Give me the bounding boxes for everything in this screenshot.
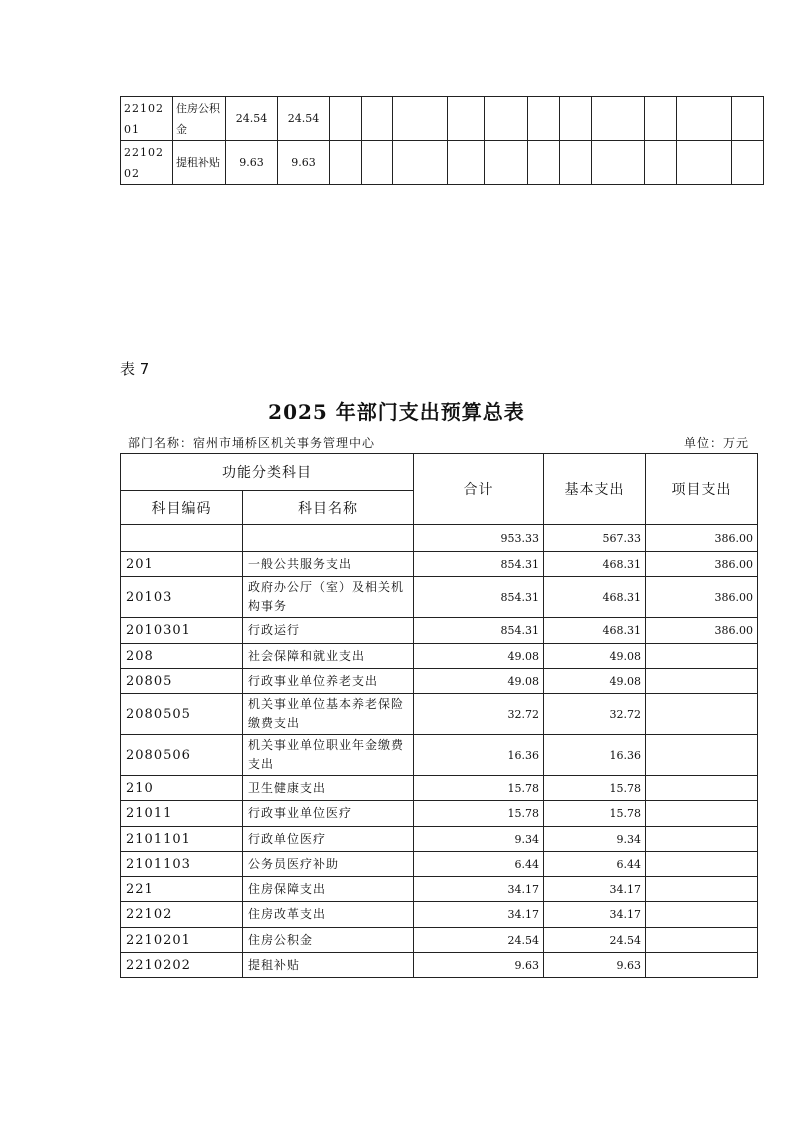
row-name: 行政单位医疗 (243, 827, 414, 852)
row-code: 2080506 (121, 735, 243, 776)
row-total: 9.63 (226, 141, 278, 185)
empty-cell (560, 97, 592, 141)
table-row (121, 525, 758, 552)
row-project (646, 735, 758, 776)
row-total: 854.31 (414, 552, 544, 577)
empty-cell (448, 97, 485, 141)
row-total: 49.08 (414, 669, 544, 694)
row-total: 32.72 (414, 694, 544, 735)
row-basic: 24.54 (278, 97, 330, 141)
table-row (121, 552, 758, 577)
row-name: 行政事业单位医疗 (243, 801, 414, 827)
table-row (121, 577, 758, 618)
row-project: 386.00 (646, 552, 758, 577)
empty-cell (528, 97, 560, 141)
empty-cell (592, 97, 645, 141)
continuation-table (120, 96, 764, 185)
row-basic: 15.78 (544, 801, 646, 827)
row-basic: 9.63 (278, 141, 330, 185)
row-project (646, 902, 758, 928)
row-name: 住房保障支出 (243, 877, 414, 902)
expenditure-budget-table (120, 453, 758, 978)
empty-cell (485, 141, 528, 185)
table-row (121, 97, 764, 141)
row-total: 34.17 (414, 877, 544, 902)
row-code (121, 525, 243, 552)
row-name: 公务员医疗补助 (243, 852, 414, 877)
empty-cell (330, 97, 362, 141)
row-code: 2010301 (121, 618, 243, 644)
empty-cell (485, 97, 528, 141)
row-basic: 16.36 (544, 735, 646, 776)
empty-cell (677, 141, 732, 185)
header-total: 合计 (414, 454, 544, 525)
empty-cell (393, 97, 448, 141)
row-name: 提租补贴 (243, 953, 414, 978)
row-project: 386.00 (646, 525, 758, 552)
row-project: 386.00 (646, 577, 758, 618)
row-name: 住房公积金 (243, 928, 414, 953)
row-code: 2210202 (121, 953, 243, 978)
row-total: 854.31 (414, 577, 544, 618)
empty-cell (362, 97, 393, 141)
table-row (121, 776, 758, 801)
row-code: 2101101 (121, 827, 243, 852)
empty-cell (645, 97, 677, 141)
header-project: 项目支出 (646, 454, 758, 525)
empty-cell (677, 97, 732, 141)
empty-cell (732, 141, 764, 185)
row-total: 6.44 (414, 852, 544, 877)
row-total: 49.08 (414, 644, 544, 669)
empty-cell (560, 141, 592, 185)
row-project (646, 644, 758, 669)
row-code: 2210201 (121, 97, 173, 141)
row-name: 提租补贴 (173, 141, 226, 185)
empty-cell (362, 141, 393, 185)
row-project (646, 669, 758, 694)
row-name (243, 525, 414, 552)
row-basic: 567.33 (544, 525, 646, 552)
row-project (646, 694, 758, 735)
row-name: 住房公积金 (173, 97, 226, 141)
row-project (646, 776, 758, 801)
department-name: 部门名称：宿州市埇桥区机关事务管理中心 (128, 436, 376, 450)
table-row (121, 141, 764, 185)
table-row (121, 827, 758, 852)
empty-cell (528, 141, 560, 185)
row-code: 221 (121, 877, 243, 902)
table-row (121, 669, 758, 694)
row-name: 卫生健康支出 (243, 776, 414, 801)
row-name: 一般公共服务支出 (243, 552, 414, 577)
row-project (646, 953, 758, 978)
table-row (121, 735, 758, 776)
row-project (646, 852, 758, 877)
row-project (646, 801, 758, 827)
table-row (121, 801, 758, 827)
table-row (121, 953, 758, 978)
row-basic: 32.72 (544, 694, 646, 735)
header-basic: 基本支出 (544, 454, 646, 525)
row-total: 15.78 (414, 776, 544, 801)
row-code: 2080505 (121, 694, 243, 735)
row-name: 社会保障和就业支出 (243, 644, 414, 669)
empty-cell (645, 141, 677, 185)
row-name: 政府办公厅（室）及相关机构事务 (243, 577, 414, 618)
row-code: 2210202 (121, 141, 173, 185)
row-basic: 468.31 (544, 552, 646, 577)
row-code: 21011 (121, 801, 243, 827)
row-total: 16.36 (414, 735, 544, 776)
row-code: 20805 (121, 669, 243, 694)
row-basic: 24.54 (544, 928, 646, 953)
row-basic: 49.08 (544, 669, 646, 694)
row-project (646, 827, 758, 852)
row-total: 15.78 (414, 801, 544, 827)
row-basic: 34.17 (544, 877, 646, 902)
row-basic: 468.31 (544, 618, 646, 644)
row-basic: 9.34 (544, 827, 646, 852)
row-name: 住房改革支出 (243, 902, 414, 928)
row-total: 9.34 (414, 827, 544, 852)
row-code: 208 (121, 644, 243, 669)
row-basic: 468.31 (544, 577, 646, 618)
empty-cell (393, 141, 448, 185)
row-code: 2101103 (121, 852, 243, 877)
row-code: 201 (121, 552, 243, 577)
header-function-category: 功能分类科目 (121, 454, 414, 491)
table-row (121, 618, 758, 644)
row-basic: 9.63 (544, 953, 646, 978)
row-total: 9.63 (414, 953, 544, 978)
row-name: 机关事业单位职业年金缴费支出 (243, 735, 414, 776)
row-total: 953.33 (414, 525, 544, 552)
row-name: 行政运行 (243, 618, 414, 644)
empty-cell (448, 141, 485, 185)
empty-cell (732, 97, 764, 141)
row-total: 854.31 (414, 618, 544, 644)
unit-label: 单位：万元 (683, 436, 749, 450)
row-project (646, 877, 758, 902)
row-name: 行政事业单位养老支出 (243, 669, 414, 694)
table-row (121, 902, 758, 928)
row-project: 386.00 (646, 618, 758, 644)
row-code: 22102 (121, 902, 243, 928)
row-basic: 6.44 (544, 852, 646, 877)
page-title: 2025 年部门支出预算总表 (268, 400, 525, 424)
empty-cell (592, 141, 645, 185)
header-name: 科目名称 (243, 491, 414, 525)
table-row (121, 877, 758, 902)
row-total: 24.54 (414, 928, 544, 953)
row-project (646, 928, 758, 953)
empty-cell (330, 141, 362, 185)
row-total: 24.54 (226, 97, 278, 141)
table-row (121, 694, 758, 735)
row-name: 机关事业单位基本养老保险缴费支出 (243, 694, 414, 735)
table-label: 表 7 (120, 360, 150, 378)
row-basic: 34.17 (544, 902, 646, 928)
table-row (121, 852, 758, 877)
table-row (121, 928, 758, 953)
row-code: 210 (121, 776, 243, 801)
row-basic: 15.78 (544, 776, 646, 801)
table-row (121, 644, 758, 669)
row-code: 2210201 (121, 928, 243, 953)
header-code: 科目编码 (121, 491, 243, 525)
row-basic: 49.08 (544, 644, 646, 669)
row-total: 34.17 (414, 902, 544, 928)
row-code: 20103 (121, 577, 243, 618)
